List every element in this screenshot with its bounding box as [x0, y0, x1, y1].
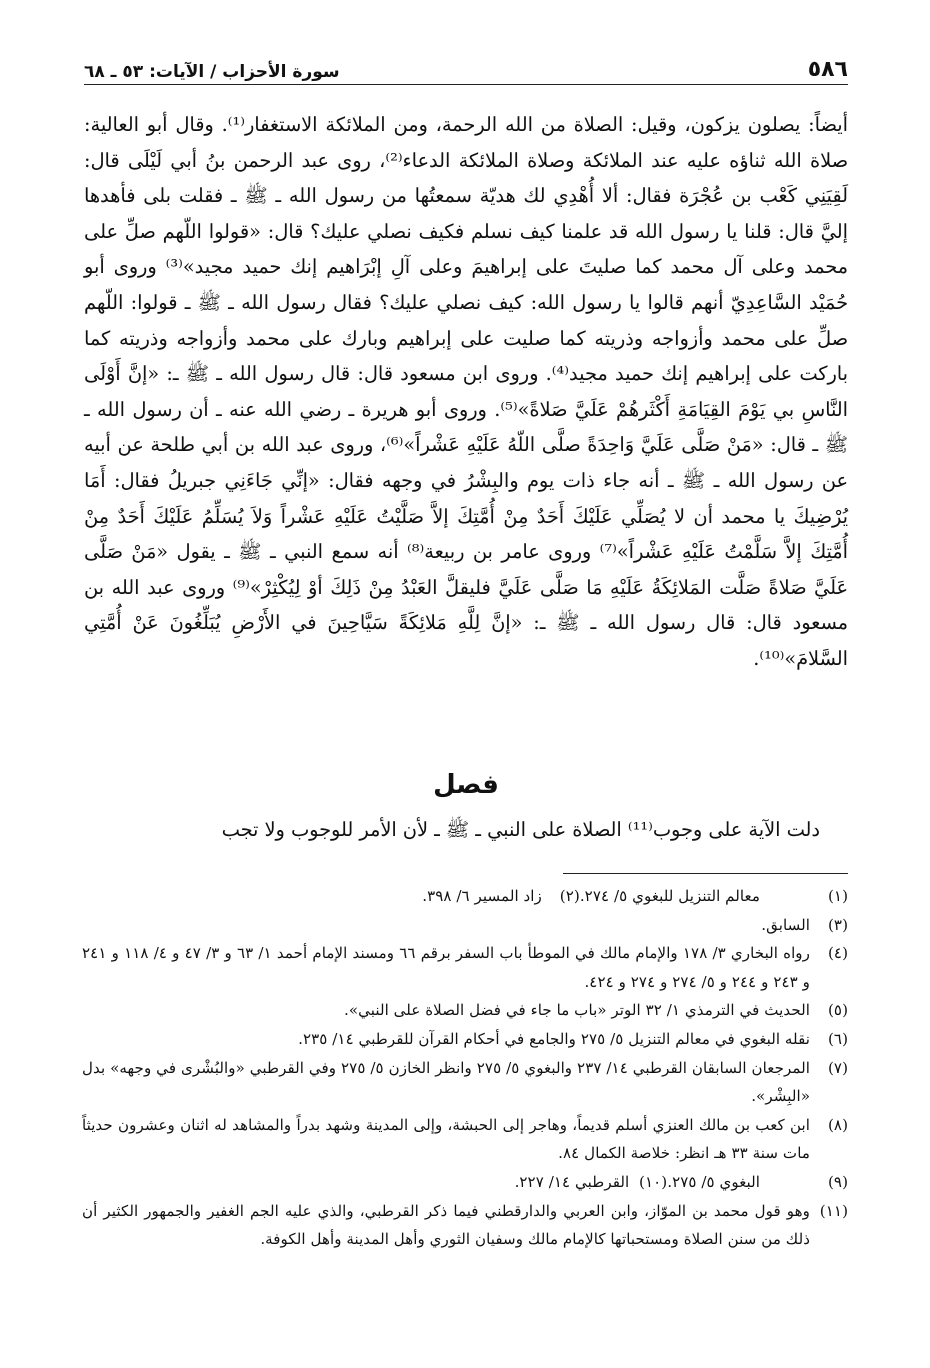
footnotes [82, 882, 848, 1254]
footnote-item [82, 1197, 848, 1254]
main-text [84, 107, 848, 677]
footnote-number: (١١) [819, 1201, 848, 1220]
footnote-item [82, 939, 848, 996]
footnote-number: (١) [827, 887, 848, 905]
footnote-number: (١٠) [639, 1172, 668, 1191]
section-heading: فصل [433, 770, 499, 800]
footnote-text: رواه البخاري ٣/ ١٧٨ والإمام مالك في الموطأ باب السفر برقم ٦٦ ومسند الإمام أحمد ١/ ٦٣ و ٣/ ٤٧ و ٤/ ١١٨ و ٢٤١ و ٢٤٣ و ٢٤٤ و ٥/ ٢٧٤ و ٢٧٤ و ٤٢٤. [82, 944, 810, 991]
footnote-text: القرطبي ١٤/ ٢٢٧. [514, 1172, 630, 1191]
footnote-text: زاد المسير ٦/ ٣٩٨. [422, 887, 542, 905]
footnote-text: المرجعان السابقان القرطبي ١٤/ ٢٣٧ والبغوي ٥/ ٢٧٥ وانظر الخازن ٥/ ٢٧٥ وفي القرطبي «والبُشْرى في وجهه» بدل «البِشْر». [82, 1058, 810, 1106]
footnote-text: البغوي ٥/ ٢٧٥. [667, 1172, 760, 1191]
footnote-number: (٢) [559, 887, 580, 905]
footnote-number: (٩) [827, 1172, 848, 1191]
page-number: ٥٨٦ [807, 57, 848, 82]
footnote-text: نقله البغوي في معالم التنزيل ٥/ ٢٧٥ والجامع في أحكام القرآن للقرطبي ١٤/ ٢٣٥. [298, 1029, 810, 1048]
footnote-pair [82, 1168, 810, 1197]
footnote-text: معالم التنزيل للبغوي ٥/ ٢٧٤. [579, 887, 760, 905]
running-title: سورة الأحزاب / الآيات: ٥٣ ـ ٦٨ [84, 62, 340, 82]
footnote-number: (٣) [827, 915, 848, 934]
body-paragraph: أيضاً: يصلون يزكون، وقيل: الصلاة من الله الرحمة، ومن الملائكة الاستغفار⁽¹⁾. وقال أبو العالية: صلاة الله ثناؤه عليه عند الملائكة وصلاة الملائكة الدعاء⁽²⁾، روى عبد الرحمن بنُ أبي لَيْلَى قال: لَقِيَنِي كَعْب بن عُجْرَة فقال: ألا أُهْدِي لك هديّة سمعتُها من رسول الله ـ ﷺ ـ فقلت بلى فأهدها إليَّ قال: قلنا يا رسول الله قد علمنا كيف نسلم فكيف نصلي عليك؟ قال: «قولوا اللّهم صلِّ على محمد وعلى آل محمد كما صليتَ على إبراهيمَ وعلى آلِ إبْرَاهيم إنك حميد مجيد»⁽³⁾ وروى أبو حُمَيْد السَّاعِدِيّ أنهم قالوا يا رسول الله: كيف نصلي عليك؟ فقال رسول الله ـ ﷺ ـ قولوا: اللّهم صلِّ على محمد وأزواجه وذريته كما صليت على إبراهيم وبارك على محمد وأزواجه وذريته كما باركت على إبراهيم إنك حميد مجيد⁽⁴⁾. وروى ابن مسعود قال: قال رسول الله ـ ﷺ ـ: «إنَّ أَوْلَى النَّاسِ بي يَوْمَ القِيَامَةِ أَكْثَرهُمْ عَلَيَّ صَلاةً»⁽⁵⁾. وروى أبو هريرة ـ رضي الله عنه ـ أن رسول الله ـ ﷺ ـ قال: «مَنْ صَلَّى عَلَيَّ وَاحِدَةً صلَّى اللّهُ عَلَيْهِ عَشْراً»⁽⁶⁾، وروى عبد الله بن أبي طلحة عن أبيه عن رسول الله ـ ﷺ ـ أنه جاء ذات يوم والبِشْرُ في وجهه فقال: «إنِّي جَاءَنِي جبريلُ فقال: أَمَا يُرْضِيكَ يا محمد أن لا يُصَلِّي عَلَيْكَ أَحَدٌ مِنْ أُمَّتِكَ إلاَّ صَلَّيْتُ عَلَيْهِ عَشْراً وَلاَ يُسَلِّمُ عَلَيْكَ أَحَدٌ مِنْ أُمَّتِكَ إلاَّ سَلَّمْتُ عَلَيْهِ عَشْراً»⁽⁷⁾ وروى عامر بن ربيعة⁽⁸⁾ أنه سمع النبي ـ ﷺ ـ يقول «مَنْ صَلَّى عَلَيَّ صَلاةً صَلَّت المَلائِكَةُ عَلَيْهِ مَا صَلَّى عَلَيَّ فليقلَّ العَبْدُ مِنْ ذَلِكَ أوْ لِيُكْثِرْ»⁽⁹⁾ وروى عبد الله بن مسعود قال: قال رسول الله ـ ﷺ ـ: «إنَّ لِلَّهِ مَلائِكَةً سَيَّاحِينَ في الأَرْضِ يُبَلِّغُونَ عَنْ أُمَّتِي السَّلامَ»⁽¹⁰⁾. [84, 113, 849, 670]
page-header [84, 42, 848, 85]
footnote-text: وهو قول محمد بن الموّاز، وابن العربي والدارقطني فيما ذكر القرطبي، والذي عليه الجم الغفير والجمهور الكثير أن ذلك من سنن الصلاة ومستحباتها كالإمام مالك وسفيان الثوري وأهل المدينة وأهل الكوفة. [82, 1201, 810, 1249]
section-text: دلت الآية على وجوب⁽¹¹⁾ الصلاة على النبي ـ ﷺ ـ لأن الأمر للوجوب ولا تجب [221, 818, 820, 841]
footnote-divider [563, 873, 848, 874]
footnote-item [82, 1111, 848, 1168]
footnote-text: الحديث في الترمذي ١/ ٣٢ الوتر «باب ما جاء في فضل الصلاة على النبي». [344, 1001, 810, 1020]
footnote-item [82, 911, 848, 940]
footnote-item [82, 882, 848, 911]
footnote-item [82, 1054, 848, 1111]
footnote-number: (٧) [827, 1058, 848, 1077]
footnote-number: (٨) [827, 1115, 848, 1134]
footnote-number: (٦) [827, 1029, 848, 1048]
footnote-text: ابن كعب بن مالك العنزي أسلم قديماً، وهاجر إلى الحبشة، وإلى المدينة وشهد بدراً والمشاهد له اثنان وعشرون حديثاً مات سنة ٣٣ هـ انظر: خلاصة الكمال ٨٤. [82, 1115, 810, 1163]
footnote-pair [82, 882, 810, 911]
footnote-text: السابق. [761, 915, 810, 934]
footnote-item [82, 996, 848, 1025]
footnote-item [82, 1025, 848, 1054]
footnote-item [82, 1168, 848, 1197]
footnote-number: (٥) [827, 1001, 848, 1020]
footnote-number: (٤) [827, 944, 848, 963]
